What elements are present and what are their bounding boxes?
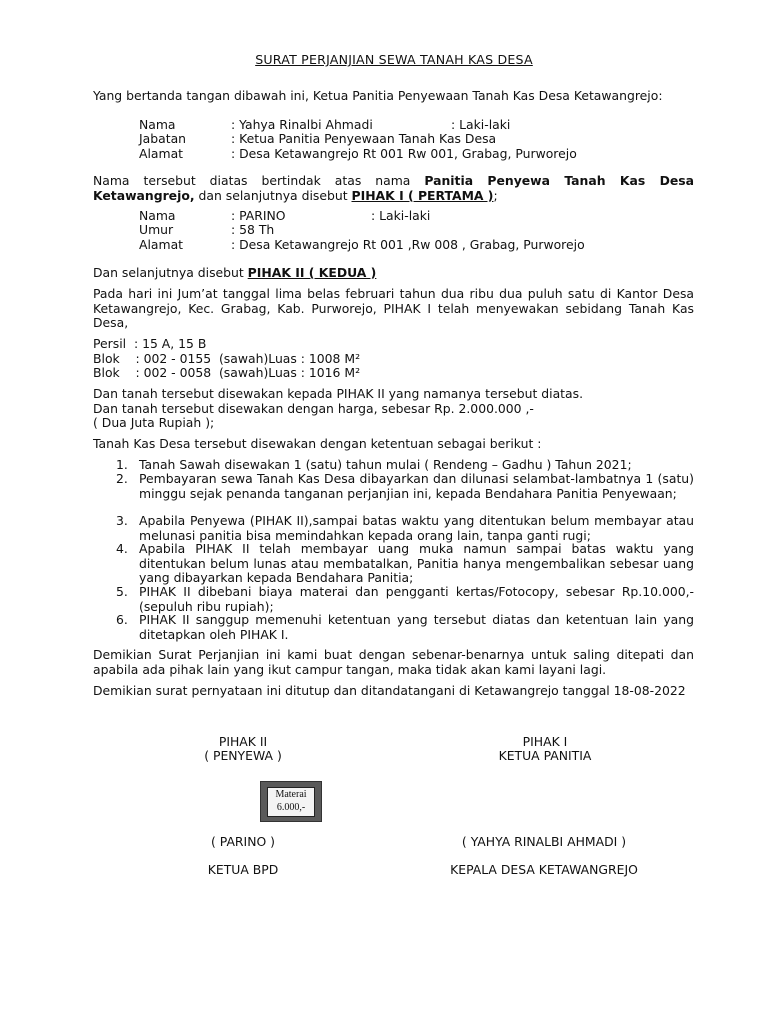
party2-nama-value: : PARINO [231, 208, 286, 223]
closing-paragraph-1: Demikian Surat Perjanjian ini kami buat dengan sebenar-benarnya untuk saling ditepati dan apabila ada pihak lain yang ikut campur tangan, maka tidak akan kami layani lagi. [93, 647, 694, 677]
acting-organization: Panitia Penyewa Tanah Kas Desa Ketawangrejo, [93, 173, 694, 203]
left-signatory-name: ( PARINO ) [211, 834, 275, 849]
term-text: PIHAK II sanggup memenuhi ketentuan yang tersebut diatas dan ketentuan lain yang ditetapkan oleh PIHAK I. [139, 612, 694, 642]
narrative-paragraph: Pada hari ini Jum’at tanggal lima belas februari tahun dua ribu dua puluh satu di Kantor Desa Ketawangrejo, Kec. Grabag, Kab. Purworejo, PIHAK I telah menyewakan sebidang Tanah Kas Desa, [93, 286, 694, 331]
land-persil: Persil : 15 A, 15 B [93, 336, 207, 351]
terms-intro: Tanah Kas Desa tersebut disewakan dengan ketentuan sebagai berikut : [93, 436, 542, 451]
party1-gender: : Laki-laki [451, 117, 511, 132]
rent-line-1: Dan tanah tersebut disewakan kepada PIHAK II yang namanya tersebut diatas. [93, 386, 584, 401]
acting-middle: dan selanjutnya disebut [194, 187, 352, 203]
right-party-role: KETUA PANITIA [498, 748, 592, 763]
pihak-kedua-label: PIHAK II ( KEDUA ) [247, 265, 377, 280]
materai-label: Materai [275, 789, 307, 800]
party2-alamat-label: Alamat [139, 237, 184, 252]
left-bottom-title: KETUA BPD [207, 862, 279, 877]
term-text: PIHAK II dibebani biaya materai dan pengganti kertas/Fotocopy, sebesar Rp.10.000,- (sepuluh ribu rupiah); [139, 584, 694, 614]
party1-alamat-label: Alamat [139, 146, 184, 161]
term-number: 6. [116, 612, 128, 627]
document-title: SURAT PERJANJIAN SEWA TANAH KAS DESA [255, 52, 533, 67]
party1-alamat-value: : Desa Ketawangrejo Rt 001 Rw 001, Grabag, Purworejo [231, 146, 577, 161]
right-party-title: PIHAK I [522, 734, 568, 749]
party2-umur-label: Umur [139, 222, 174, 237]
party2-alamat-value: : Desa Ketawangrejo Rt 001 ,Rw 008 , Grabag, Purworejo [231, 237, 585, 252]
party2-nama-label: Nama [139, 208, 176, 223]
land-blok-2: Blok : 002 - 0058 (sawah)Luas : 1016 M² [93, 365, 361, 380]
right-signatory-name: ( YAHYA RINALBI AHMADI ) [461, 834, 627, 849]
acting-prefix: Nama tersebut diatas bertindak atas nama [93, 173, 425, 188]
term-text: Tanah Sawah disewakan 1 (satu) tahun mulai ( Rendeng – Gadhu ) Tahun 2021; [139, 457, 632, 472]
term-number: 3. [116, 513, 128, 528]
left-party-title: PIHAK II [218, 734, 268, 749]
party1-nama-value: : Yahya Rinalbi Ahmadi [231, 117, 373, 132]
second-party-line [93, 265, 376, 280]
closing-paragraph-2: Demikian surat pernyataan ini ditutup dan ditandatangani di Ketawangrejo tanggal 18-08-2022 [93, 683, 686, 698]
rent-line-2: Dan tanah tersebut disewakan dengan harga, sebesar Rp. 2.000.000 ,- [93, 401, 534, 416]
intro-text: Yang bertanda tangan dibawah ini, Ketua Panitia Penyewaan Tanah Kas Desa Ketawangrejo: [93, 88, 663, 103]
term-number: 4. [116, 541, 128, 556]
party1-jabatan-label: Jabatan [139, 131, 187, 146]
term-number: 1. [116, 457, 128, 472]
second-prefix: Dan selanjutnya disebut [93, 265, 248, 280]
materai-stamp-label [267, 787, 315, 817]
term-text: Apabila Penyewa (PIHAK II),sampai batas waktu yang ditentukan belum membayar atau melunasi panitia bisa memindahkan kepada orang lain, tanpa ganti rugi; [139, 513, 694, 543]
acting-paragraph [93, 174, 694, 203]
pihak-pertama-label: PIHAK I ( PERTAMA ) [351, 187, 494, 203]
right-bottom-title: KEPALA DESA KETAWANGREJO [450, 862, 638, 877]
term-number: 5. [116, 584, 128, 599]
term-text: Apabila PIHAK II telah membayar uang muka namun sampai batas waktu yang ditentukan belum lunas atau membatalkan, Panitia hanya mengembalikan sebesar uang yang dibayarkan kepada Bendahara Panitia; [139, 541, 694, 586]
party2-umur-value: : 58 Th [231, 222, 275, 237]
materai-value: 6.000,- [276, 802, 306, 813]
rent-line-3: ( Dua Juta Rupiah ); [93, 415, 215, 430]
land-blok-1: Blok : 002 - 0155 (sawah)Luas : 1008 M² [93, 351, 361, 366]
term-text: Pembayaran sewa Tanah Kas Desa dibayarkan dan dilunasi selambat-lambatnya 1 (satu) minggu sejak penanda tanganan perjanjian ini, kepada Bendahara Panitia Penyewaan; [139, 471, 694, 501]
party2-gender: : Laki-laki [371, 208, 431, 223]
acting-suffix: ; [493, 187, 498, 203]
party1-jabatan-value: : Ketua Panitia Penyewaan Tanah Kas Desa [231, 131, 497, 146]
left-party-role: ( PENYEWA ) [204, 748, 282, 763]
materai-stamp [260, 781, 322, 822]
term-number: 2. [116, 471, 128, 486]
party1-nama-label: Nama [139, 117, 176, 132]
